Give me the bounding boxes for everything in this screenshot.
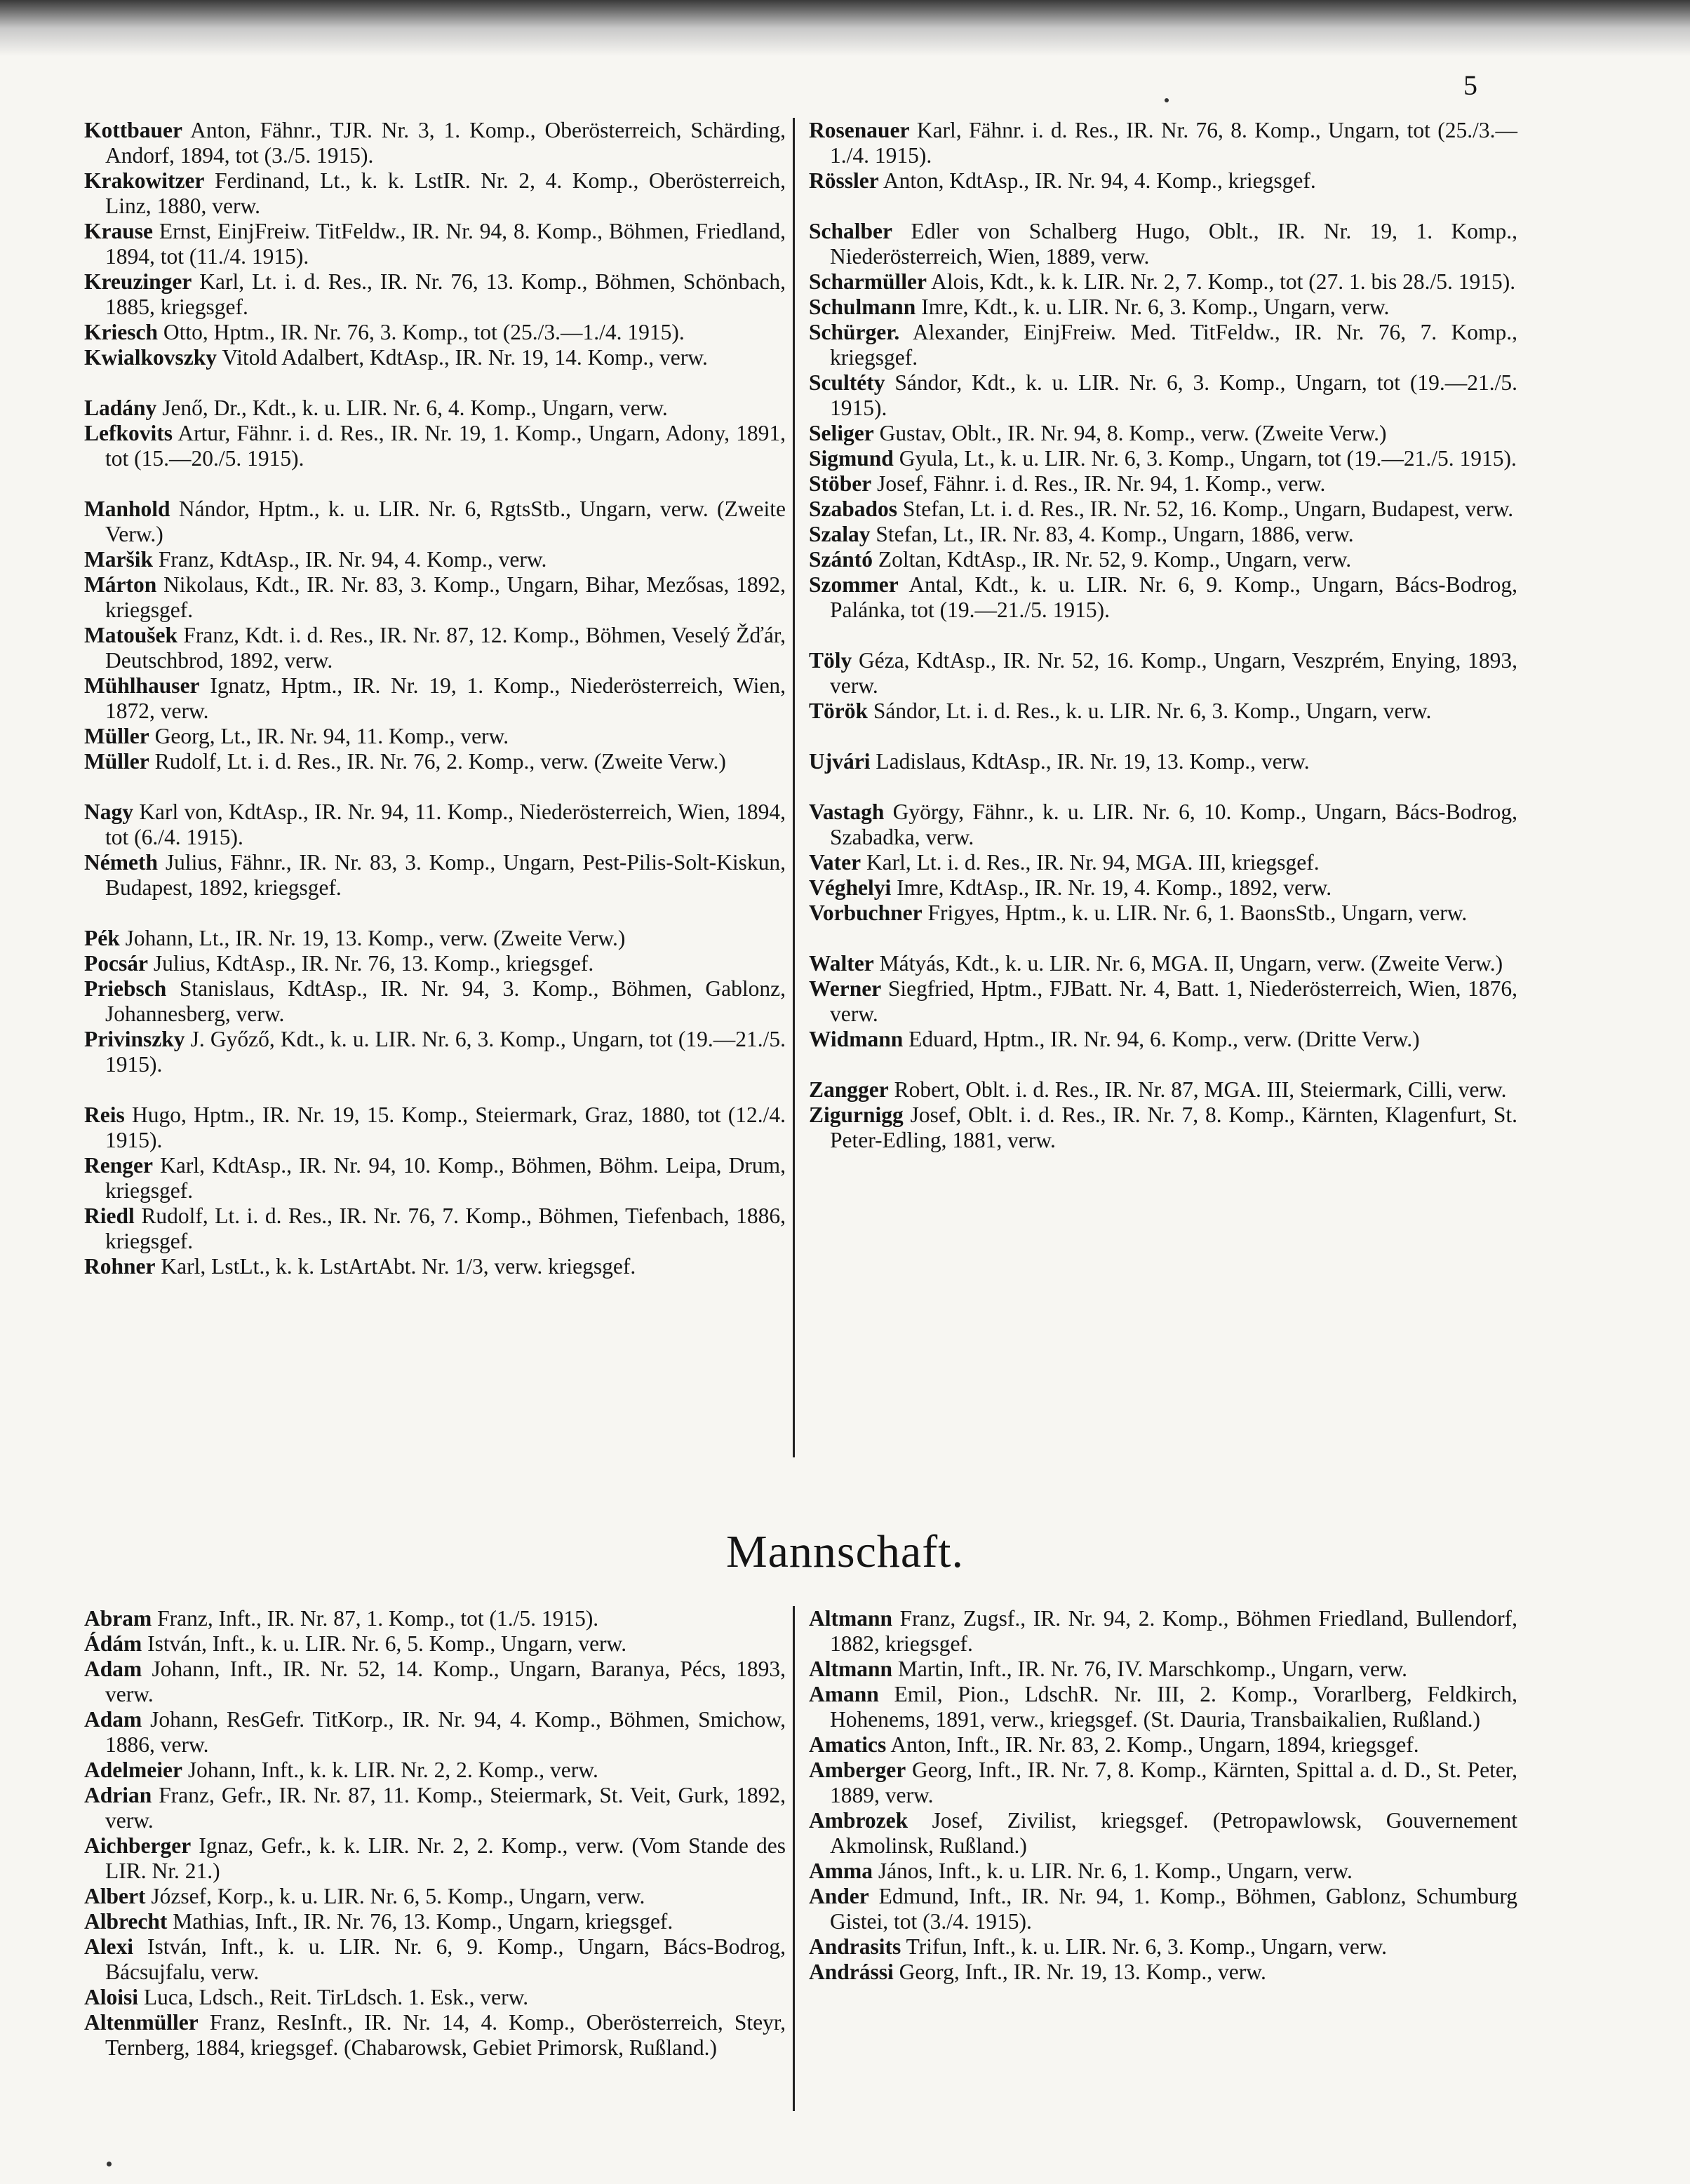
entry-details: Anton, Fähnr., TJR. Nr. 3, 1. Komp., Oberösterreich, Schärding, Andorf, 1894, tot (3./5. 1915).: [105, 118, 786, 168]
entry-details: Géza, KdtAsp., IR. Nr. 52, 16. Komp., Ungarn, Veszprém, Enying, 1893, verw.: [830, 648, 1518, 698]
entry-details: Gustav, Oblt., IR. Nr. 94, 8. Komp., verw. (Zweite Verw.): [879, 421, 1387, 445]
entry-surname: Reis: [84, 1103, 125, 1127]
entry-surname: Nagy: [84, 800, 133, 824]
entry-details: István, Inft., k. u. LIR. Nr. 6, 5. Komp., Ungarn, verw.: [147, 1631, 627, 1656]
entry-surname: Pék: [84, 926, 120, 950]
entry-details: Martin, Inft., IR. Nr. 76, IV. Marschkomp., Ungarn, verw.: [897, 1657, 1408, 1681]
register-entry: [809, 1859, 1517, 1884]
entry-details: György, Fähnr., k. u. LIR. Nr. 6, 10. Komp., Ungarn, Bács-Bodrog, Szabadka, verw.: [830, 800, 1518, 849]
entry-surname: Amann: [809, 1682, 879, 1706]
register-entry: [84, 1657, 786, 1707]
register-entry: [84, 800, 786, 850]
entry-surname: Altmann: [809, 1657, 893, 1681]
entry-surname: Rosenauer: [809, 118, 910, 142]
entry-details: Anton, KdtAsp., IR. Nr. 94, 4. Komp., kriegsgef.: [883, 168, 1316, 193]
entry-surname: Véghelyi: [809, 875, 892, 900]
register-entry: [809, 421, 1517, 446]
entry-surname: Werner: [809, 976, 882, 1001]
entry-surname: Priebsch: [84, 976, 167, 1001]
register-entry: [84, 269, 786, 320]
entry-details: Karl von, KdtAsp., IR. Nr. 94, 11. Komp., Niederösterreich, Wien, 1894, tot (6./4. 1915).: [105, 800, 786, 849]
register-entry: [809, 547, 1517, 572]
entry-gap: [809, 194, 1517, 219]
entry-gap: [809, 774, 1517, 800]
register-entry: [809, 850, 1517, 875]
entry-details: Stefan, Lt., IR. Nr. 83, 4. Komp., Ungarn, 1886, verw.: [876, 522, 1354, 546]
entry-surname: Manhold: [84, 497, 170, 521]
entry-details: Ignatz, Hptm., IR. Nr. 19, 1. Komp., Niederösterreich, Wien, 1872, verw.: [105, 673, 786, 723]
entry-surname: Alexi: [84, 1934, 133, 1959]
register-entry: [809, 1103, 1517, 1153]
entry-surname: Riedl: [84, 1204, 135, 1228]
register-entry: [84, 1027, 786, 1077]
entry-surname: Andrasits: [809, 1934, 901, 1959]
scan-top-edge: [0, 0, 1690, 56]
entry-details: Johann, ResGefr. TitKorp., IR. Nr. 94, 4. Komp., Böhmen, Smichow, 1886, verw.: [105, 1707, 786, 1757]
entry-surname: Vastagh: [809, 800, 885, 824]
register-entry: [809, 269, 1517, 295]
register-entry: [809, 295, 1517, 320]
entry-surname: Scultéty: [809, 370, 885, 395]
entry-details: Nikolaus, Kdt., IR. Nr. 83, 3. Komp., Ungarn, Bihar, Mezősas, 1892, kriegsgef.: [105, 572, 786, 622]
entry-surname: Aloisi: [84, 1985, 139, 2009]
entry-surname: Müller: [84, 724, 149, 748]
register-entry: [809, 976, 1517, 1027]
entry-details: Franz, ResInft., IR. Nr. 14, 4. Komp., Oberösterreich, Steyr, Ternberg, 1884, kriegsgef. (Chabarowsk, Gebiet Primorsk, Rußland.): [105, 2010, 786, 2060]
entry-details: Edmund, Inft., IR. Nr. 94, 1. Komp., Böhmen, Gablonz, Schumburg Gistei, tot (3./4. 1915).: [830, 1884, 1517, 1934]
register-entry: [84, 396, 786, 421]
register-entry: [84, 976, 786, 1027]
register-entry: [809, 446, 1517, 471]
register-entry: [84, 1631, 786, 1657]
entry-details: Ernst, EinjFreiw. TitFeldw., IR. Nr. 94, 8. Komp., Böhmen, Friedland, 1894, tot (11./4. 1915).: [105, 219, 786, 269]
entry-details: Georg, Inft., IR. Nr. 19, 13. Komp., verw.: [899, 1960, 1266, 1984]
entry-details: István, Inft., k. u. LIR. Nr. 6, 9. Komp., Ungarn, Bács-Bodrog, Bácsujfalu, verw.: [105, 1934, 786, 1984]
register-entry: [84, 320, 786, 345]
entry-surname: Ujvári: [809, 749, 871, 774]
register-entry: [809, 522, 1517, 547]
entry-surname: Adrian: [84, 1783, 152, 1807]
entry-surname: Maršik: [84, 547, 153, 572]
register-entry: [809, 1657, 1517, 1682]
men-column-left: [84, 1606, 786, 2061]
entry-details: Trifun, Inft., k. u. LIR. Nr. 6, 3. Komp., Ungarn, verw.: [906, 1934, 1387, 1959]
scan-speck: [1165, 98, 1169, 102]
register-entry: [84, 1204, 786, 1254]
register-entry: [809, 1682, 1517, 1732]
entry-details: Zoltan, KdtAsp., IR. Nr. 52, 9. Komp., Ungarn, verw.: [878, 547, 1352, 572]
register-entry: [84, 547, 786, 572]
register-entry: [809, 901, 1517, 926]
entry-surname: Kreuzinger: [84, 269, 192, 294]
entry-details: Josef, Oblt. i. d. Res., IR. Nr. 7, 8. Komp., Kärnten, Klagenfurt, St. Peter-Edling, 1881, verw.: [830, 1103, 1517, 1152]
register-entry: [84, 497, 786, 547]
entry-details: Johann, Lt., IR. Nr. 19, 13. Komp., verw. (Zweite Verw.): [125, 926, 626, 950]
register-entry: [84, 623, 786, 673]
entry-surname: Pocsár: [84, 951, 148, 976]
entry-details: Sándor, Lt. i. d. Res., k. u. LIR. Nr. 6, 3. Komp., Ungarn, verw.: [873, 699, 1432, 723]
entry-surname: Altmann: [809, 1606, 893, 1631]
entry-details: Nándor, Hptm., k. u. LIR. Nr. 6, RgtsStb., Ungarn, verw. (Zweite Verw.): [105, 497, 786, 546]
entry-gap: [809, 724, 1517, 749]
entry-surname: Ambrozek: [809, 1808, 908, 1833]
entry-details: Siegfried, Hptm., FJBatt. Nr. 4, Batt. 1, Niederösterreich, Wien, 1876, verw.: [830, 976, 1517, 1026]
entry-surname: Zigurnigg: [809, 1103, 904, 1127]
entry-details: Antal, Kdt., k. u. LIR. Nr. 6, 9. Komp., Ungarn, Bács-Bodrog, Palánka, tot (19.—21./5. 1915).: [830, 572, 1517, 622]
register-entry: [809, 951, 1517, 976]
entry-details: Imre, KdtAsp., IR. Nr. 19, 4. Komp., 1892, verw.: [897, 875, 1332, 900]
register-entry: [84, 1103, 786, 1153]
entry-details: János, Inft., k. u. LIR. Nr. 6, 1. Komp., Ungarn, verw.: [878, 1859, 1353, 1883]
register-entry: [84, 572, 786, 623]
register-entry: [84, 168, 786, 219]
entry-surname: Kottbauer: [84, 118, 182, 142]
register-entry: [809, 219, 1517, 269]
entry-gap: [84, 901, 786, 926]
entry-gap: [84, 1077, 786, 1103]
entry-surname: Amma: [809, 1859, 873, 1883]
register-entry: [809, 118, 1517, 168]
entry-surname: Zangger: [809, 1077, 889, 1102]
register-entry: [84, 951, 786, 976]
entry-surname: Stöber: [809, 471, 872, 496]
entry-details: Gyula, Lt., k. u. LIR. Nr. 6, 3. Komp., Ungarn, tot (19.—21./5. 1915).: [899, 446, 1517, 471]
entry-surname: Walter: [809, 951, 874, 976]
register-entry: [84, 118, 786, 168]
entry-details: Karl, LstLt., k. k. LstArtAbt. Nr. 1/3, verw. kriegsgef.: [161, 1254, 636, 1279]
entry-surname: Török: [809, 699, 869, 723]
entry-surname: Widmann: [809, 1027, 904, 1051]
entry-surname: Vorbuchner: [809, 901, 923, 925]
entry-surname: Ádám: [84, 1631, 142, 1656]
register-entry: [809, 320, 1517, 370]
entry-details: Mathias, Inft., IR. Nr. 76, 13. Komp., Ungarn, kriegsgef.: [173, 1909, 673, 1934]
register-entry: [809, 1606, 1517, 1657]
register-entry: [84, 345, 786, 370]
entry-surname: Rössler: [809, 168, 879, 193]
register-entry: [84, 1884, 786, 1909]
register-entry: [84, 1606, 786, 1631]
entry-details: Ignaz, Gefr., k. k. LIR. Nr. 2, 2. Komp., verw. (Vom Stande des LIR. Nr. 21.): [105, 1833, 786, 1883]
register-entry: [809, 471, 1517, 497]
entry-details: Franz, Inft., IR. Nr. 87, 1. Komp., tot (1./5. 1915).: [157, 1606, 599, 1631]
entry-details: Karl, Lt. i. d. Res., IR. Nr. 94, MGA. III, kriegsgef.: [866, 850, 1320, 875]
entry-details: Edler von Schalberg Hugo, Oblt., IR. Nr. 19, 1. Komp., Niederösterreich, Wien, 1889, verw.: [830, 219, 1518, 269]
entry-surname: Vater: [809, 850, 861, 875]
entry-gap: [809, 926, 1517, 951]
entry-surname: Rohner: [84, 1254, 156, 1279]
entry-gap: [809, 623, 1517, 648]
entry-surname: Kwialkovszky: [84, 345, 217, 370]
entry-details: Emil, Pion., LdschR. Nr. III, 2. Komp., Vorarlberg, Feldkirch, Hohenems, 1891, verw., kriegsgef. (St. Dauria, Transbaikalien, Rußland.): [830, 1682, 1518, 1732]
entry-details: Imre, Kdt., k. u. LIR. Nr. 6, 3. Komp., Ungarn, verw.: [921, 295, 1390, 319]
register-entry: [84, 724, 786, 749]
register-entry: [84, 1985, 786, 2010]
entry-surname: Ander: [809, 1884, 869, 1908]
entry-surname: Kriesch: [84, 320, 158, 344]
officers-column-left: [84, 118, 786, 1279]
entry-surname: Amatics: [809, 1732, 887, 1757]
entry-details: Stanislaus, KdtAsp., IR. Nr. 94, 3. Komp., Böhmen, Gablonz, Johannesberg, verw.: [105, 976, 786, 1026]
register-entry: [809, 1758, 1517, 1808]
entry-details: Sándor, Kdt., k. u. LIR. Nr. 6, 3. Komp., Ungarn, tot (19.—21./5. 1915).: [830, 370, 1518, 420]
entry-details: Rudolf, Lt. i. d. Res., IR. Nr. 76, 7. Komp., Böhmen, Tiefenbach, 1886, kriegsgef.: [105, 1204, 786, 1253]
register-entry: [84, 1707, 786, 1758]
register-entry: [84, 2010, 786, 2061]
register-entry: [84, 926, 786, 951]
entry-details: Otto, Hptm., IR. Nr. 76, 3. Komp., tot (25./3.—1./4. 1915).: [163, 320, 685, 344]
register-entry: [809, 875, 1517, 901]
entry-details: Jenő, Dr., Kdt., k. u. LIR. Nr. 6, 4. Komp., Ungarn, verw.: [162, 396, 668, 420]
page-number: 5: [1463, 69, 1477, 101]
entry-details: Robert, Oblt. i. d. Res., IR. Nr. 87, MGA. III, Steiermark, Cilli, verw.: [894, 1077, 1507, 1102]
entry-surname: Schulmann: [809, 295, 916, 319]
entry-details: Mátyás, Kdt., k. u. LIR. Nr. 6, MGA. II, Ungarn, verw. (Zweite Verw.): [879, 951, 1503, 976]
entry-surname: Adelmeier: [84, 1758, 182, 1782]
entry-gap: [84, 774, 786, 800]
register-entry: [84, 1783, 786, 1833]
entry-surname: Szabados: [809, 497, 898, 521]
register-entry: [809, 749, 1517, 774]
entry-surname: Amberger: [809, 1758, 906, 1782]
entry-details: Rudolf, Lt. i. d. Res., IR. Nr. 76, 2. Komp., verw. (Zweite Verw.): [154, 749, 726, 774]
entry-details: Franz, KdtAsp., IR. Nr. 94, 4. Komp., verw.: [158, 547, 547, 572]
entry-surname: Müller: [84, 749, 149, 774]
register-entry: [84, 850, 786, 901]
entry-gap: [809, 1052, 1517, 1077]
entry-details: Vitold Adalbert, KdtAsp., IR. Nr. 19, 14. Komp., verw.: [222, 345, 708, 370]
register-entry: [84, 1833, 786, 1884]
entry-details: Hugo, Hptm., IR. Nr. 19, 15. Komp., Steiermark, Graz, 1880, tot (12./4. 1915).: [105, 1103, 786, 1152]
register-entry: [809, 1884, 1517, 1934]
entry-surname: Renger: [84, 1153, 153, 1178]
column-divider-lower: [793, 1606, 795, 2111]
entry-details: Alexander, EinjFreiw. Med. TitFeldw., IR. Nr. 76, 7. Komp., kriegsgef.: [830, 320, 1517, 370]
register-entry: [809, 1027, 1517, 1052]
entry-surname: Adam: [84, 1707, 142, 1732]
entry-details: Alois, Kdt., k. k. LIR. Nr. 2, 7. Komp., tot (27. 1. bis 28./5. 1915).: [931, 269, 1516, 294]
entry-surname: Seliger: [809, 421, 874, 445]
entry-gap: [84, 370, 786, 396]
entry-details: Eduard, Hptm., IR. Nr. 94, 6. Komp., verw. (Dritte Verw.): [908, 1027, 1420, 1051]
entry-details: Georg, Lt., IR. Nr. 94, 11. Komp., verw.: [154, 724, 509, 748]
entry-surname: Töly: [809, 648, 852, 673]
section-heading: Mannschaft.: [725, 1526, 965, 1577]
entry-surname: Altenmüller: [84, 2010, 199, 2035]
entry-details: Franz, Gefr., IR. Nr. 87, 11. Komp., Steiermark, St. Veit, Gurk, 1892, verw.: [105, 1783, 786, 1833]
register-entry: [809, 1960, 1517, 1985]
entry-details: Stefan, Lt. i. d. Res., IR. Nr. 52, 16. Komp., Ungarn, Budapest, verw.: [902, 497, 1514, 521]
entry-details: Karl, KdtAsp., IR. Nr. 94, 10. Komp., Böhmen, Böhm. Leipa, Drum, kriegsgef.: [105, 1153, 786, 1203]
column-divider: [793, 118, 795, 1457]
register-entry: [84, 421, 786, 471]
register-entry: [809, 1934, 1517, 1960]
entry-surname: Krause: [84, 219, 153, 243]
register-entry: [809, 648, 1517, 699]
entry-surname: Albrecht: [84, 1909, 168, 1934]
entry-details: Frigyes, Hptm., k. u. LIR. Nr. 6, 1. BaonsStb., Ungarn, verw.: [927, 901, 1468, 925]
entry-details: Anton, Inft., IR. Nr. 83, 2. Komp., Ungarn, 1894, kriegsgef.: [890, 1732, 1419, 1757]
entry-surname: Scharmüller: [809, 269, 927, 294]
entry-surname: Németh: [84, 850, 158, 875]
entry-details: Ferdinand, Lt., k. k. LstIR. Nr. 2, 4. Komp., Oberösterreich, Linz, 1880, verw.: [105, 168, 786, 218]
entry-details: Josef, Zivilist, kriegsgef. (Petropawlowsk, Gouvernement Akmolinsk, Rußland.): [830, 1808, 1517, 1858]
entry-details: Karl, Fähnr. i. d. Res., IR. Nr. 76, 8. Komp., Ungarn, tot (25./3.—1./4. 1915).: [830, 118, 1517, 168]
entry-surname: Matoušek: [84, 623, 177, 647]
entry-surname: Schürger.: [809, 320, 900, 344]
register-entry: [84, 1153, 786, 1204]
entry-surname: Ladány: [84, 396, 157, 420]
entry-surname: Abram: [84, 1606, 152, 1631]
entry-surname: Andrássi: [809, 1960, 894, 1984]
scan-speck: [107, 2162, 112, 2166]
entry-details: Karl, Lt. i. d. Res., IR. Nr. 76, 13. Komp., Böhmen, Schönbach, 1885, kriegsgef.: [105, 269, 786, 319]
entry-details: Artur, Fähnr. i. d. Res., IR. Nr. 19, 1. Komp., Ungarn, Adony, 1891, tot (15.—20./5. 1915).: [105, 421, 786, 471]
entry-gap: [84, 471, 786, 497]
entry-details: József, Korp., k. u. LIR. Nr. 6, 5. Komp., Ungarn, verw.: [151, 1884, 645, 1908]
register-entry: [84, 1758, 786, 1783]
register-entry: [84, 1934, 786, 1985]
register-entry: [84, 1909, 786, 1934]
register-entry: [84, 673, 786, 724]
register-entry: [809, 370, 1517, 421]
entry-details: Franz, Kdt. i. d. Res., IR. Nr. 87, 12. Komp., Böhmen, Veselý Žďár, Deutschbrod, 1892, verw.: [105, 623, 786, 673]
register-entry: [809, 1077, 1517, 1103]
officers-column-right: [809, 118, 1517, 1153]
entry-details: Georg, Inft., IR. Nr. 7, 8. Komp., Kärnten, Spittal a. d. D., St. Peter, 1889, verw.: [830, 1758, 1518, 1807]
register-entry: [809, 572, 1517, 623]
register-entry: [84, 219, 786, 269]
entry-surname: Márton: [84, 572, 157, 597]
register-entry: [809, 1732, 1517, 1758]
register-entry: [809, 699, 1517, 724]
entry-surname: Lefkovits: [84, 421, 173, 445]
register-entry: [84, 1254, 786, 1279]
men-column-right: [809, 1606, 1517, 1985]
entry-surname: Albert: [84, 1884, 146, 1908]
register-entry: [84, 749, 786, 774]
entry-details: Johann, Inft., IR. Nr. 52, 14. Komp., Ungarn, Baranya, Pécs, 1893, verw.: [105, 1657, 786, 1706]
entry-surname: Mühlhauser: [84, 673, 200, 698]
entry-details: Josef, Fähnr. i. d. Res., IR. Nr. 94, 1. Komp., verw.: [877, 471, 1326, 496]
entry-surname: Sigmund: [809, 446, 894, 471]
entry-details: Julius, Fähnr., IR. Nr. 83, 3. Komp., Ungarn, Pest-Pilis-Solt-Kiskun, Budapest, 1892, kriegsgef.: [105, 850, 786, 900]
register-entry: [809, 497, 1517, 522]
entry-surname: Privinszky: [84, 1027, 185, 1051]
entry-surname: Szommer: [809, 572, 899, 597]
entry-surname: Szalay: [809, 522, 871, 546]
entry-details: Franz, Zugsf., IR. Nr. 94, 2. Komp., Böhmen Friedland, Bullendorf, 1882, kriegsgef.: [830, 1606, 1518, 1656]
entry-surname: Adam: [84, 1657, 142, 1681]
entry-surname: Szántó: [809, 547, 873, 572]
entry-details: Julius, KdtAsp., IR. Nr. 76, 13. Komp., kriegsgef.: [153, 951, 594, 976]
entry-details: Ladislaus, KdtAsp., IR. Nr. 19, 13. Komp., verw.: [876, 749, 1310, 774]
entry-surname: Aichberger: [84, 1833, 192, 1858]
entry-surname: Krakowitzer: [84, 168, 205, 193]
register-entry: [809, 168, 1517, 194]
entry-surname: Schalber: [809, 219, 893, 243]
entry-details: Luca, Ldsch., Reit. TirLdsch. 1. Esk., verw.: [143, 1985, 529, 2009]
entry-details: J. Győző, Kdt., k. u. LIR. Nr. 6, 3. Komp., Ungarn, tot (19.—21./5. 1915).: [105, 1027, 786, 1077]
entry-details: Johann, Inft., k. k. LIR. Nr. 2, 2. Komp., verw.: [187, 1758, 598, 1782]
register-entry: [809, 800, 1517, 850]
register-entry: [809, 1808, 1517, 1859]
